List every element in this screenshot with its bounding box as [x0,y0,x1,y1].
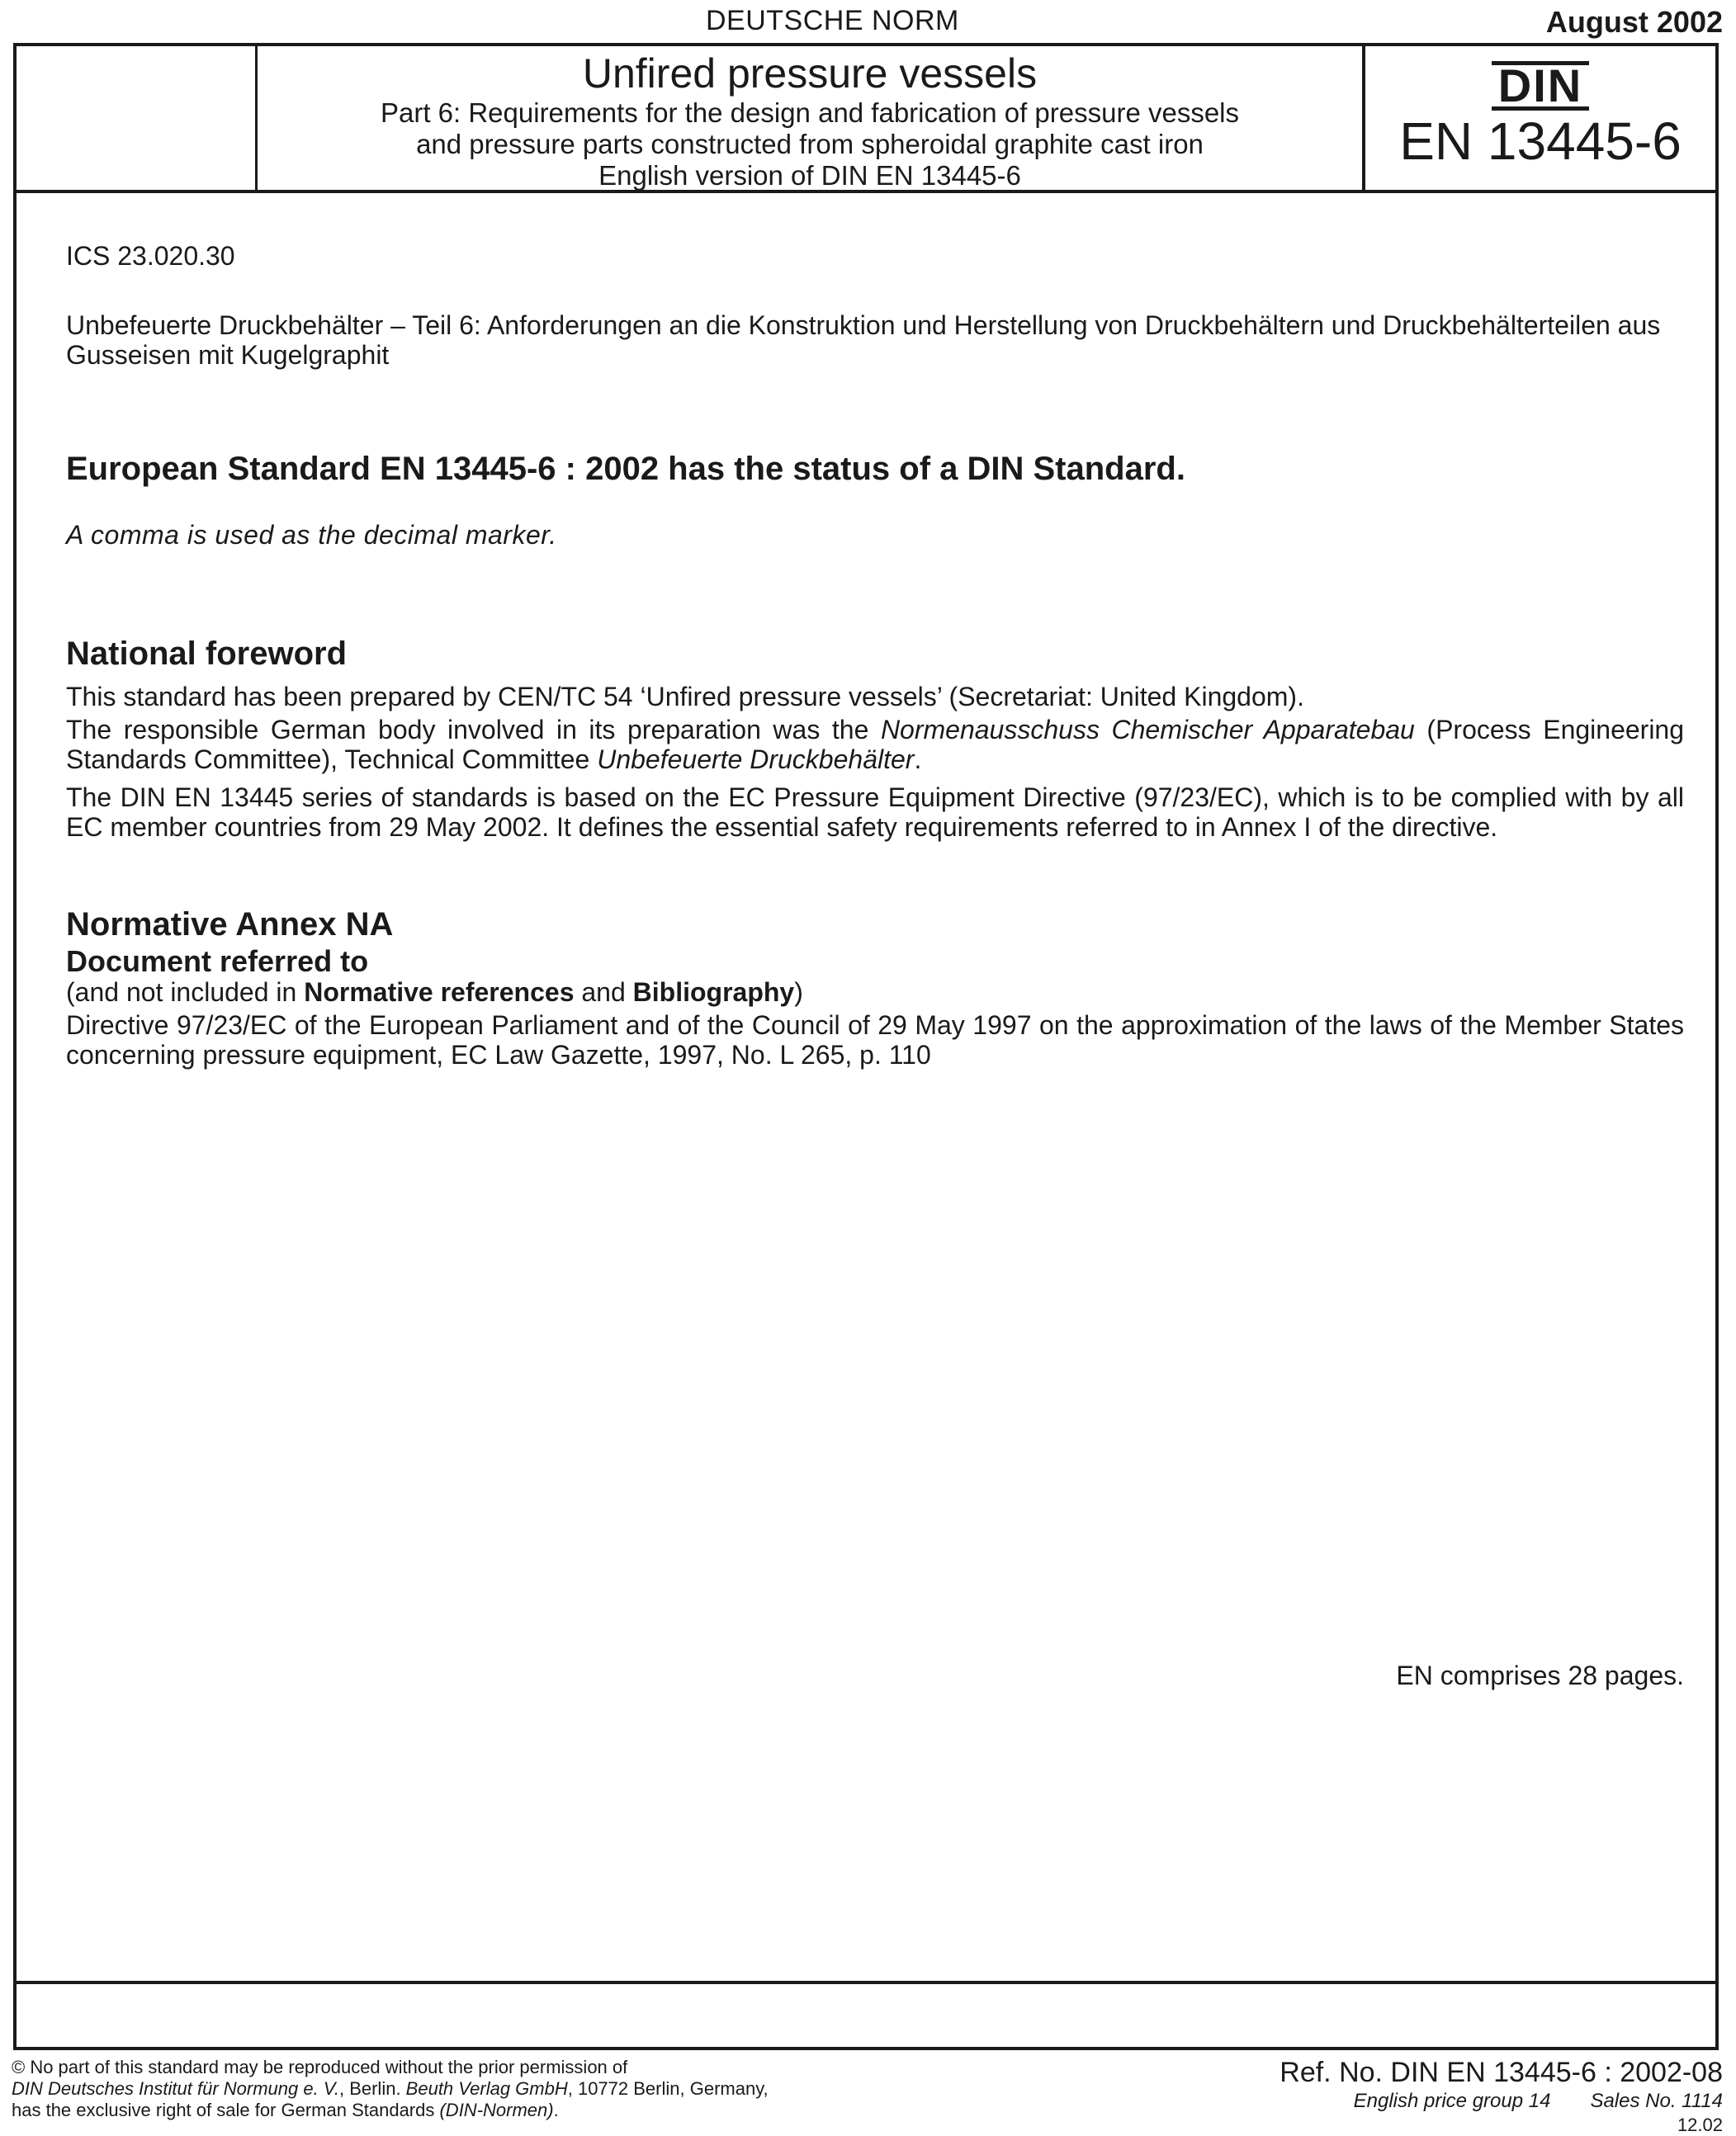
price-line [1314,2090,1723,2113]
document-subtitle-line-3: English version of DIN EN 13445-6 [598,160,1021,191]
annex-directive-text: Directive 97/23/EC of the European Parliament and of the Council of 29 May 1997 on the approximation of the laws of the Member States concerning pressure equipment, EC Law Gazette, 1997, No. L 265, p. 110 [66,1010,1684,1070]
annex-heading: Normative Annex NA [66,906,394,943]
annex-note-c: and [574,977,633,1007]
header-box [13,43,1719,193]
header-title-cell [258,46,1362,190]
copyright-line-2 [12,2078,1085,2100]
annex-note [66,977,803,1008]
document-title: Unfired pressure vessels [582,50,1038,97]
document-subtitle-line-2: and pressure parts constructed from spheroidal graphite cast iron [416,129,1204,159]
issue-code: 12.02 [1677,2115,1723,2135]
document-number: EN 13445-6 [1399,111,1682,171]
header-left-cell [17,46,258,190]
national-foreword-heading: National foreword [66,636,348,672]
foreword-paragraph-3: The DIN EN 13445 series of standards is based on the EC Pressure Equipment Directive (97/23/EC), which is to be complied with by all EC member countries from 29 May 2002. It defines the essential safety requirements referred to in Annex I of the directive. [66,782,1684,842]
reference-number: Ref. No. DIN EN 13445-6 : 2002-08 [1280,2057,1723,2088]
foreword-p2-text-c: . [914,744,922,774]
page-count-note: EN comprises 28 pages. [1396,1661,1684,1690]
copyright-line-3 [12,2100,1085,2121]
copyright-mid-1: , Berlin. [338,2078,406,2099]
series-label: DEUTSCHE NORM [706,5,959,36]
content-bottom-rule [17,1981,1715,1984]
committee-name: Normenausschuss Chemischer Apparatebau [880,715,1415,744]
german-title: Unbefeuerte Druckbehälter – Teil 6: Anforderungen an die Konstruktion und Herstellung von Druckbehältern und Druckbehälterteilen aus Gusseisen mit Kugelgraphit [66,310,1661,370]
footer [0,2057,1736,2136]
content-frame [13,193,1719,2047]
annex-note-bibliography: Bibliography [632,977,795,1007]
foreword-paragraph-2 [66,715,1684,774]
foreword-p2-text-b: (Process Engineering Standards Committee), Technical Committee [66,715,1685,774]
bottom-rule [13,2047,1719,2050]
annex-note-e: ) [794,977,803,1007]
foreword-p2-text-a: The responsible German body involved in its preparation was the [66,715,881,744]
price-group: English price group 14 [1353,2090,1551,2112]
top-line [0,5,1736,41]
document-subtitle-line-1: Part 6: Requirements for the design and fabrication of pressure vessels [380,97,1240,128]
copyright-din-name: DIN Deutsches Institut für Normung e. V. [12,2078,339,2099]
copyright-line-3-b: . [553,2100,559,2120]
issue-date: August 2002 [1545,5,1723,39]
ics-code: ICS 23.020.30 [66,241,235,271]
status-statement: European Standard EN 13445-6 : 2002 has the status of a DIN Standard. [66,451,1185,487]
copyright-notice [12,2057,1085,2121]
copyright-line-1: © No part of this standard may be reproduced without the prior permission of [12,2057,628,2077]
header-number-cell [1362,46,1715,190]
copyright-line-3-a: has the exclusive right of sale for German Standards [12,2100,440,2120]
annex-subheading: Document referred to [66,944,369,978]
foreword-paragraph-1: This standard has been prepared by CEN/TC 54 ‘Unfired pressure vessels’ (Secretariat: United Kingdom). [66,682,1304,711]
annex-note-normative-references: Normative references [304,977,575,1007]
copyright-beuth-name: Beuth Verlag GmbH [405,2078,568,2099]
annex-note-a: (and not included in [66,977,305,1007]
copyright-mid-2: , 10772 Berlin, Germany, [567,2078,769,2099]
sales-number: Sales No. 1114 [1590,2090,1723,2112]
technical-committee-name: Unbefeuerte Druckbehälter [597,744,915,774]
decimal-marker-note: A comma is used as the decimal marker. [66,520,557,550]
copyright-din-normen: (DIN-Normen) [439,2100,554,2120]
din-logo: DIN [1492,61,1589,111]
